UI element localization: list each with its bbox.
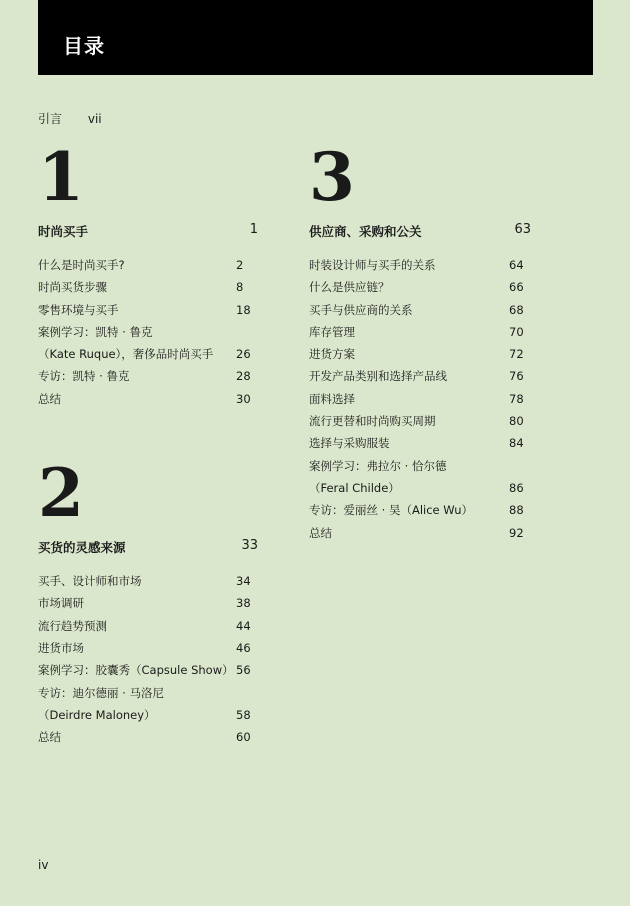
toc-entry-page: 8 [236,280,244,295]
toc-entry-page: 78 [509,391,524,406]
toc-entry-title: 库存管理 [309,324,355,339]
toc-entry-title: 进货方案 [309,347,355,362]
toc-entry-title: 专访：爱丽丝 · 吴（Alice Wu） [309,503,474,518]
toc-entry-title: 买手与供应商的关系 [309,302,413,317]
toc-entry-title: 市场调研 [38,596,84,611]
toc-entry[interactable] [309,522,531,544]
toc-entry-title: 流行更替和时尚购买周期 [309,414,436,429]
toc-entry-title: 选择与采购服装 [309,436,390,451]
chapter-2 [38,454,258,748]
chapter-heading[interactable] [38,222,258,240]
toc-entry[interactable] [309,365,531,387]
toc-entry[interactable] [38,254,258,276]
chapter-1 [38,138,258,410]
toc-entry[interactable] [38,615,258,637]
toc-entry-page: 46 [236,640,251,655]
toc-entry-page: 76 [509,369,524,384]
toc-left-column [38,138,258,748]
toc-entry-title: 零售环境与买手 [38,302,119,317]
toc-entry-page: 86 [509,480,524,495]
toc-entry[interactable] [309,299,531,321]
toc-entry[interactable] [38,321,258,343]
chapter-page: 33 [241,538,258,554]
toc-entry[interactable] [38,365,258,387]
toc-entry-title: （Kate Ruque），奢侈品时尚买手 [38,347,214,362]
toc-entry-page: 64 [509,258,524,272]
title-bar [38,0,593,75]
toc-entry-title: 案例学习：凯特 · 鲁克 [38,324,153,339]
toc-entry-page [236,682,258,704]
toc-entry-page: 58 [236,707,251,722]
toc-entry-title: 时尚买货步骤 [38,280,107,295]
chapter-title: 时尚买手 [38,224,89,239]
toc-entry-page: 72 [509,347,524,362]
toc-entry-page: 18 [236,302,251,317]
toc-entry[interactable] [309,388,531,410]
toc-entry[interactable] [38,637,258,659]
toc-entry-page [236,321,258,343]
toc-entry-page: 26 [236,347,251,362]
toc-entry-title: 买手、设计师和市场 [38,574,142,589]
toc-entry-page: 68 [509,302,524,317]
toc-entry-page: 70 [509,324,524,339]
page-title: 目录 [63,34,105,58]
chapter-number: 2 [38,454,84,533]
toc-entry-page: 56 [236,663,251,678]
chapter-title: 供应商、采购和公关 [309,224,422,239]
chapter-3 [309,138,531,544]
toc-intro-entry[interactable] [38,110,102,127]
toc-entry-title: 总结 [38,391,61,406]
toc-entry-title: 面料选择 [309,391,355,406]
toc-entry[interactable] [309,499,531,521]
toc-entry[interactable] [38,299,258,321]
toc-entry[interactable] [309,455,531,477]
toc-entry-page: 30 [236,391,251,406]
toc-entry[interactable] [309,477,531,499]
toc-entry[interactable] [309,276,531,298]
intro-label: 引言 [38,112,63,126]
chapter-page: 63 [514,222,531,237]
chapter-number: 1 [38,138,84,216]
toc-entry[interactable] [38,276,258,298]
toc-entry-title: 案例学习：弗拉尔 · 恰尔德 [309,458,447,473]
toc-entry-page: 88 [509,503,524,518]
toc-entry-title: 总结 [38,730,61,745]
chapter-page: 1 [249,222,258,237]
toc-entry-title: 专访：迪尔德丽 · 马洛尼 [38,685,164,700]
toc-entry-page: 38 [236,596,251,611]
toc-entry[interactable] [38,659,258,681]
chapter-number: 3 [309,138,355,216]
toc-entry-title: 专访：凯特 · 鲁克 [38,369,130,384]
toc-entry-page: 28 [236,369,251,384]
toc-entry[interactable] [309,410,531,432]
toc-entry-title: 案例学习：胶囊秀（Capsule Show） [38,663,234,678]
toc-entry-title: 流行趋势预测 [38,618,107,633]
chapter-title: 买货的灵感来源 [38,540,126,556]
toc-entry[interactable] [38,592,258,614]
toc-entry-page: 2 [236,258,244,272]
toc-entry-title: 什么是供应链？ [309,280,390,295]
toc-entry-title: 什么是时尚买手? [38,258,125,272]
toc-right-column [309,138,531,544]
toc-entry[interactable] [38,343,258,365]
toc-entry-page: 60 [236,730,251,745]
toc-entry-page: 80 [509,414,524,429]
toc-entry-page: 92 [509,525,524,540]
toc-entry[interactable] [309,321,531,343]
toc-entry-title: （Deirdre Maloney） [38,707,156,722]
toc-entry-page [509,455,531,477]
chapter-heading[interactable] [38,538,258,556]
toc-entry[interactable] [38,388,258,410]
intro-page: vii [87,112,102,126]
toc-entry[interactable] [309,254,531,276]
toc-entry-title: 总结 [309,525,332,540]
toc-entry-page: 34 [236,574,251,589]
toc-entry-title: 开发产品类别和选择产品线 [309,369,447,384]
toc-entry-title: （Feral Childe） [309,480,400,495]
toc-entry[interactable] [38,726,258,748]
toc-entry[interactable] [38,682,258,704]
toc-entry[interactable] [309,432,531,454]
toc-entry-page: 66 [509,280,524,295]
page-folio: iv [38,858,49,872]
toc-entry-page: 84 [509,436,524,451]
toc-entry-title: 时装设计师与买手的关系 [309,258,436,272]
toc-entry[interactable] [38,570,258,592]
toc-entry-title: 进货市场 [38,640,84,655]
toc-entry[interactable] [38,704,258,726]
toc-entry[interactable] [309,343,531,365]
toc-entry-page: 44 [236,618,251,633]
chapter-heading[interactable] [309,222,531,240]
